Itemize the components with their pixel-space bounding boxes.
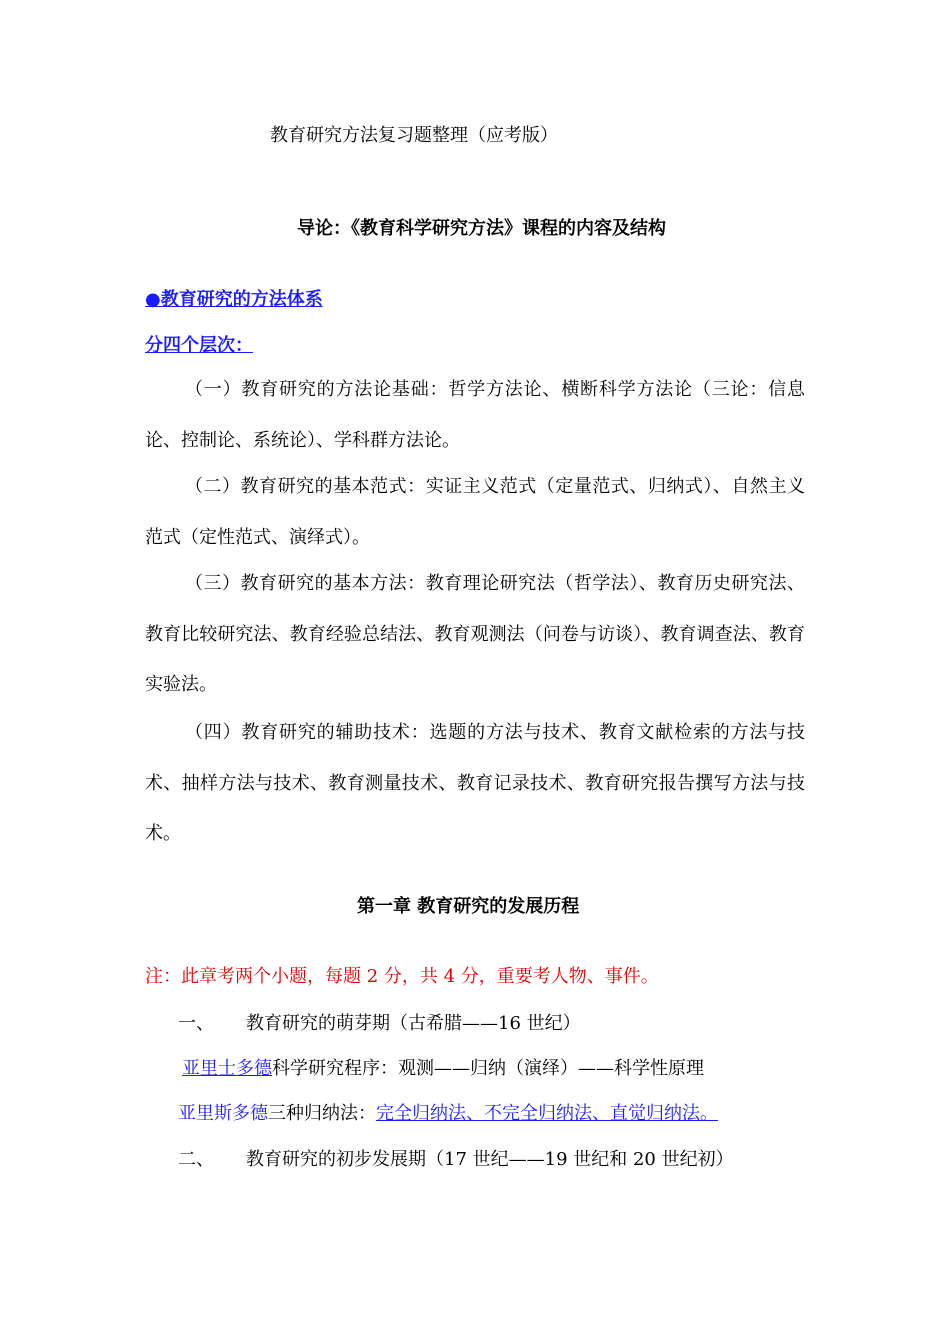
list-item-1-text: 教育研究的萌芽期（古希腊——16 世纪） xyxy=(246,1013,581,1034)
paragraph-level-3: （三）教育研究的基本方法：教育理论研究法（哲学法）、教育历史研究法、教育比较研究法、教育经验总结法、教育观测法（问卷与访谈）、教育调查法、教育实验法。 xyxy=(145,573,805,695)
aristotle-link-2[interactable]: 亚里斯多德 xyxy=(178,1103,268,1124)
list-item-2-number: 二、 xyxy=(178,1149,214,1170)
aristotle-line-2 xyxy=(178,1102,718,1126)
aristotle-link-1[interactable]: 亚里士多德 xyxy=(182,1058,272,1079)
list-item-2 xyxy=(178,1148,734,1172)
sub-title-four-levels[interactable]: 分四个层次： xyxy=(145,335,253,356)
list-item-2-text: 教育研究的初步发展期（17 世纪——19 世纪和 20 世纪初） xyxy=(246,1149,734,1170)
section-title-method-system[interactable]: ●教育研究的方法体系 xyxy=(145,289,323,310)
paragraph-level-1: （一）教育研究的方法论基础：哲学方法论、横断科学方法论（三论：信息论、控制论、系统论）、学科群方法论。 xyxy=(145,379,805,451)
research-procedure-text: 科学研究程序：观测——归纳（演绎）——科学性原理 xyxy=(272,1058,704,1079)
induction-methods-link[interactable]: 完全归纳法、不完全归纳法、直觉归纳法。 xyxy=(376,1103,718,1124)
list-item-1-number: 一、 xyxy=(178,1013,214,1034)
paragraph-level-2: （二）教育研究的基本范式：实证主义范式（定量范式、归纳式）、自然主义范式（定性范式、演绎式）。 xyxy=(145,476,805,548)
document-title: 教育研究方法复习题整理（应考版） xyxy=(270,125,558,146)
induction-label: 三种归纳法： xyxy=(268,1103,376,1124)
chapter1-heading: 第一章 教育研究的发展历程 xyxy=(357,896,580,917)
chapter1-note: 注：此章考两个小题，每题 2 分，共 4 分，重要考人物、事件。 xyxy=(145,966,659,987)
intro-heading: 导论：《教育科学研究方法》课程的内容及结构 xyxy=(297,218,666,239)
aristotle-line-1 xyxy=(182,1057,704,1081)
paragraph-level-4: （四）教育研究的辅助技术：选题的方法与技术、教育文献检索的方法与技术、抽样方法与技术、教育测量技术、教育记录技术、教育研究报告撰写方法与技术。 xyxy=(145,722,805,844)
list-item-1 xyxy=(178,1012,581,1036)
